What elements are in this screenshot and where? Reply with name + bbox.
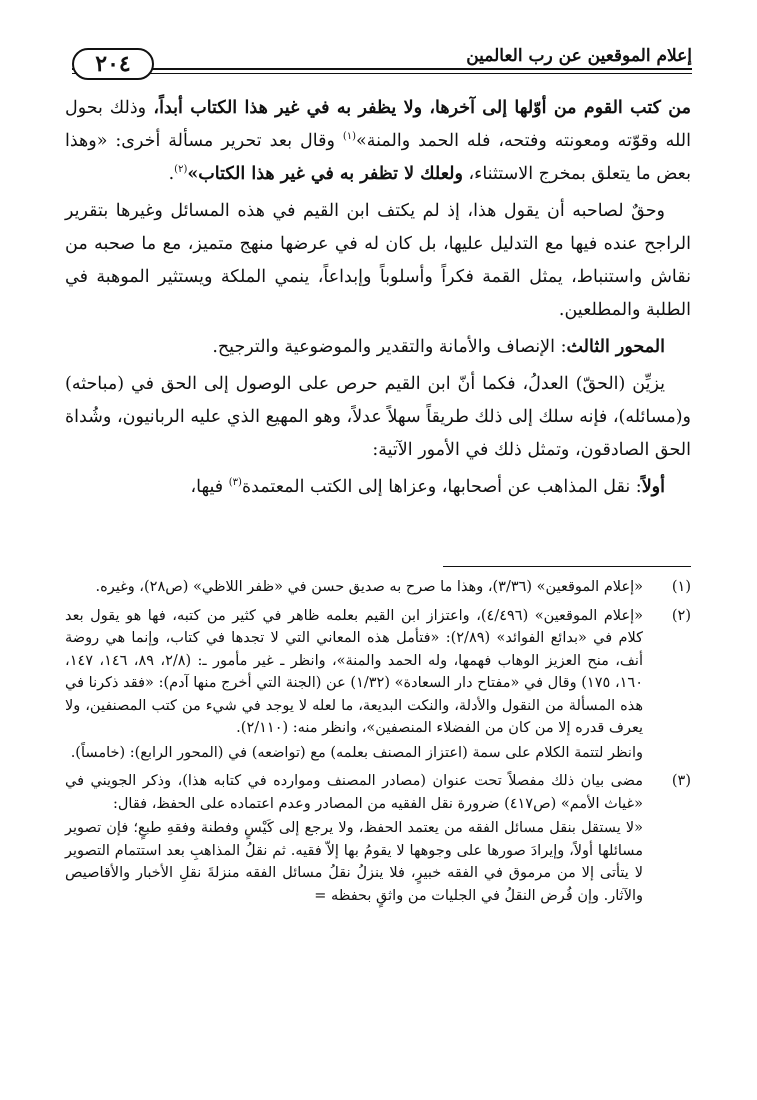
footnote-text: مضى بيان ذلك مفصلاً تحت عنوان (مصادر المصنف وموارده في كتابه هذا)، وذكر الجويني في «غياث الأمم» (ص٤١٧) ضرورة نقل الفقيه من المصادر وعدم اعتماده على الحفظ، فقال: [65,773,643,812]
footnote-number: (٣) [671,773,691,789]
main-text [65,92,691,508]
point-tail: فيها، [190,477,229,497]
footnote-text: «إعلام الموقعين» (٣/٣٦)، وهذا ما صرح به صديق حسن في «ظفر اللاظي» (ص٢٨)، وغيره. [95,579,643,595]
paragraph-3-axis-heading [65,331,691,364]
paragraph-2: وحقٌ لصاحبه أن يقول هذا، إذ لم يكتف ابن القيم في هذه المسائل وغيرها بتقرير الراجح عنده فيها مع التدليل عليها، بل كان له في عرضها منهج متميز، مع ما صحبه من نقاش واستنباط، يمثل القمة فكراً وأسلوباً وإبداعاً، ينمي الملكة ويستثير الموهبة في الطلبة والمطلعين. [65,201,691,320]
point-text: : نقل المذاهب عن أصحابها، وعزاها إلى الكتب المعتمدة [241,477,642,497]
paragraph-5 [65,471,691,504]
footnote-text: وانظر لتتمة الكلام على سمة (اعتزاز المصنف بعلمه) مع (تواضعه) في (المحور الرابع): (خامساً). [70,744,643,761]
footnote-text: «إعلام الموقعين» (٤/٤٩٦)، واعتزاز ابن القيم بعلمه ظاهر في كثير من كتبه، فها هو يقول بعد كلام في «بدائع الفوائد» (٢/٨٩): «فتأمل هذه المعاني التي لا تجدها في كتاب، وإنما هي روضة أنف، منح العزيز الوهاب فهمها، وله الحمد والمنة»، وانظر ـ غير مأمور ـ: (٢/٨، ٨٩، ١٤٦، ١٤٧، ١٦٠، ١٧٥) وقال في «مفتاح دار السعادة» (١/٣٢) عن (الجنة التي أخرج منها آدم): «فقد ذكرنا في هذه المسألة من النقول والأدلة، والنكت البديعة، ما لعله لا يوجد في شيء من كتب المصنفين، ولا يعرف قدره إلا من كان من الفضلاء المنصفين»، وانظر منه: (٢/١١٠). [65,607,644,736]
header-rule-top [72,68,692,70]
footnote-body [65,605,643,767]
footnote-number: (٢) [671,607,691,624]
text-span: وقال بعد تحرير مسألة أخرى: «وهذا بعض ما يتعلق بمخرج الاستثناء، [65,131,691,184]
bold-span: ولعلك لا تظفر به في غير هذا الكتاب» [187,164,463,184]
paragraph-4: يزيِّن (الحقّ) العدلُ، فكما أنّ ابن القيم حرص على الوصول إلى الحق في (مباحثه) و(مسائله)، فإنه سلك إلى ذلك طريقاً سهلاً عدلاً، وهو المهيع الذي عليه الربانيون، وشُداة الحق الصادقون، وتمثل ذلك في الأمور الآتية: [65,374,691,460]
axis-label: المحور الثالث [566,337,665,357]
axis-text: : الإنصاف والأمانة والتقدير والموضوعية والترجيح. [212,337,567,357]
footnote-number: (١) [671,579,691,595]
header-rule-bottom [72,73,692,74]
footnote-body [65,576,643,601]
page-header [72,44,692,84]
footnote-ref-3: (٣) [228,477,242,489]
footnote-ref-1: (١) [342,131,357,143]
text-span: وذلك بحول الله وقوّته ومعونته وفتحه، فله الحمد والمنة» [65,98,692,151]
footnote-ref-2: (٢) [174,164,188,176]
footnotes [65,576,691,913]
footnote-2 [65,605,691,767]
footnote-separator [443,566,691,567]
footnote-3 [65,770,691,909]
footnote-quote: «لا يستقل بنقل مسائل الفقه من يعتمد الحفظ، ولا يرجع إلى كَيْسٍ وفطنة وفقهِ طبعٍ؛ فإن تصوير مسائلها أولاً، وإيرادَ صورها على وجوهها لا يقومُ بها إلاّ فقيه. ثم نقلُ المذاهبِ بعد استتمام التصوير لا يتأتى إلا من مرموق في الفقه خبيرٍ، فلا ينزلُ نقلُ مسائل الفقه منزلةَ نقلِ الأخبار والأقاصيص والآثار. وإن فُرض النقلُ في الجليات من واثقٍ بحفظه = [65,820,643,904]
footnote-body [65,770,643,909]
bold-span: من كتب القوم من أوّلها إلى آخرها، ولا يظفر به في غير هذا الكتاب أبداً، [146,98,691,118]
text-span: . [168,164,175,184]
page-number: ٢٠٤ [72,48,154,80]
running-title: إعلام الموقعين عن رب العالمين [458,44,692,68]
point-label: أولاً [641,477,665,497]
paragraph-1 [65,92,691,191]
footnote-1 [65,576,691,601]
